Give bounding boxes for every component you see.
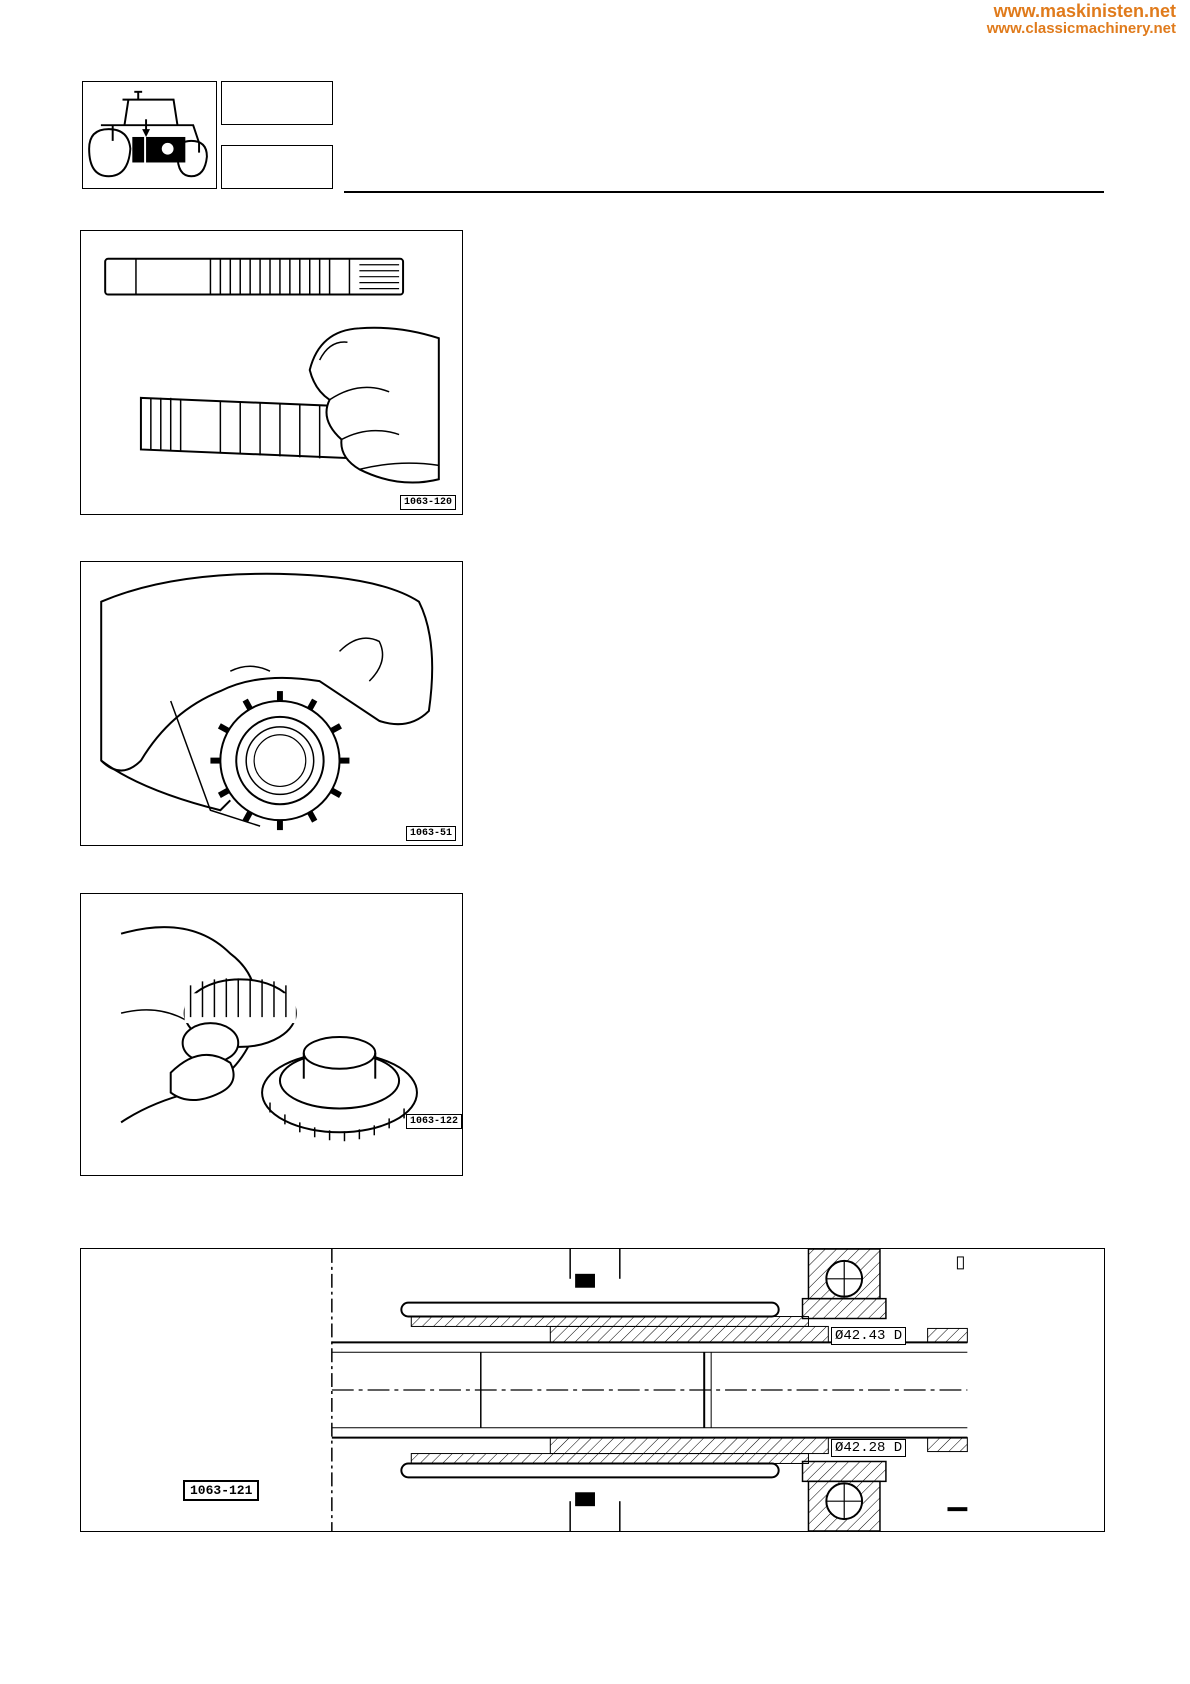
section-drawing (80, 1248, 1105, 1532)
figure-label: 1063-122 (406, 1114, 462, 1129)
figure-label: 1063-120 (400, 495, 456, 510)
watermark-line-1[interactable]: www.maskinisten.net (993, 1, 1176, 21)
figure-gear-hands (80, 561, 463, 846)
watermark-line-2[interactable]: www.classicmachinery.net (986, 19, 1176, 37)
dimension-lower: Ø42.28 D (831, 1439, 906, 1457)
watermark (987, 2, 1176, 37)
section-code-box-top (221, 81, 333, 125)
drawing-label: 1063-121 (183, 1480, 259, 1501)
header-rule (344, 191, 1104, 193)
dimension-upper: Ø42.43 D (831, 1327, 906, 1345)
figure-two-gears (80, 893, 463, 1176)
section-code-box-bottom (221, 145, 333, 189)
figure-label: 1063-51 (406, 826, 456, 841)
figure-shaft-needle-bearing (80, 230, 463, 515)
tractor-transmission-icon (82, 81, 217, 189)
